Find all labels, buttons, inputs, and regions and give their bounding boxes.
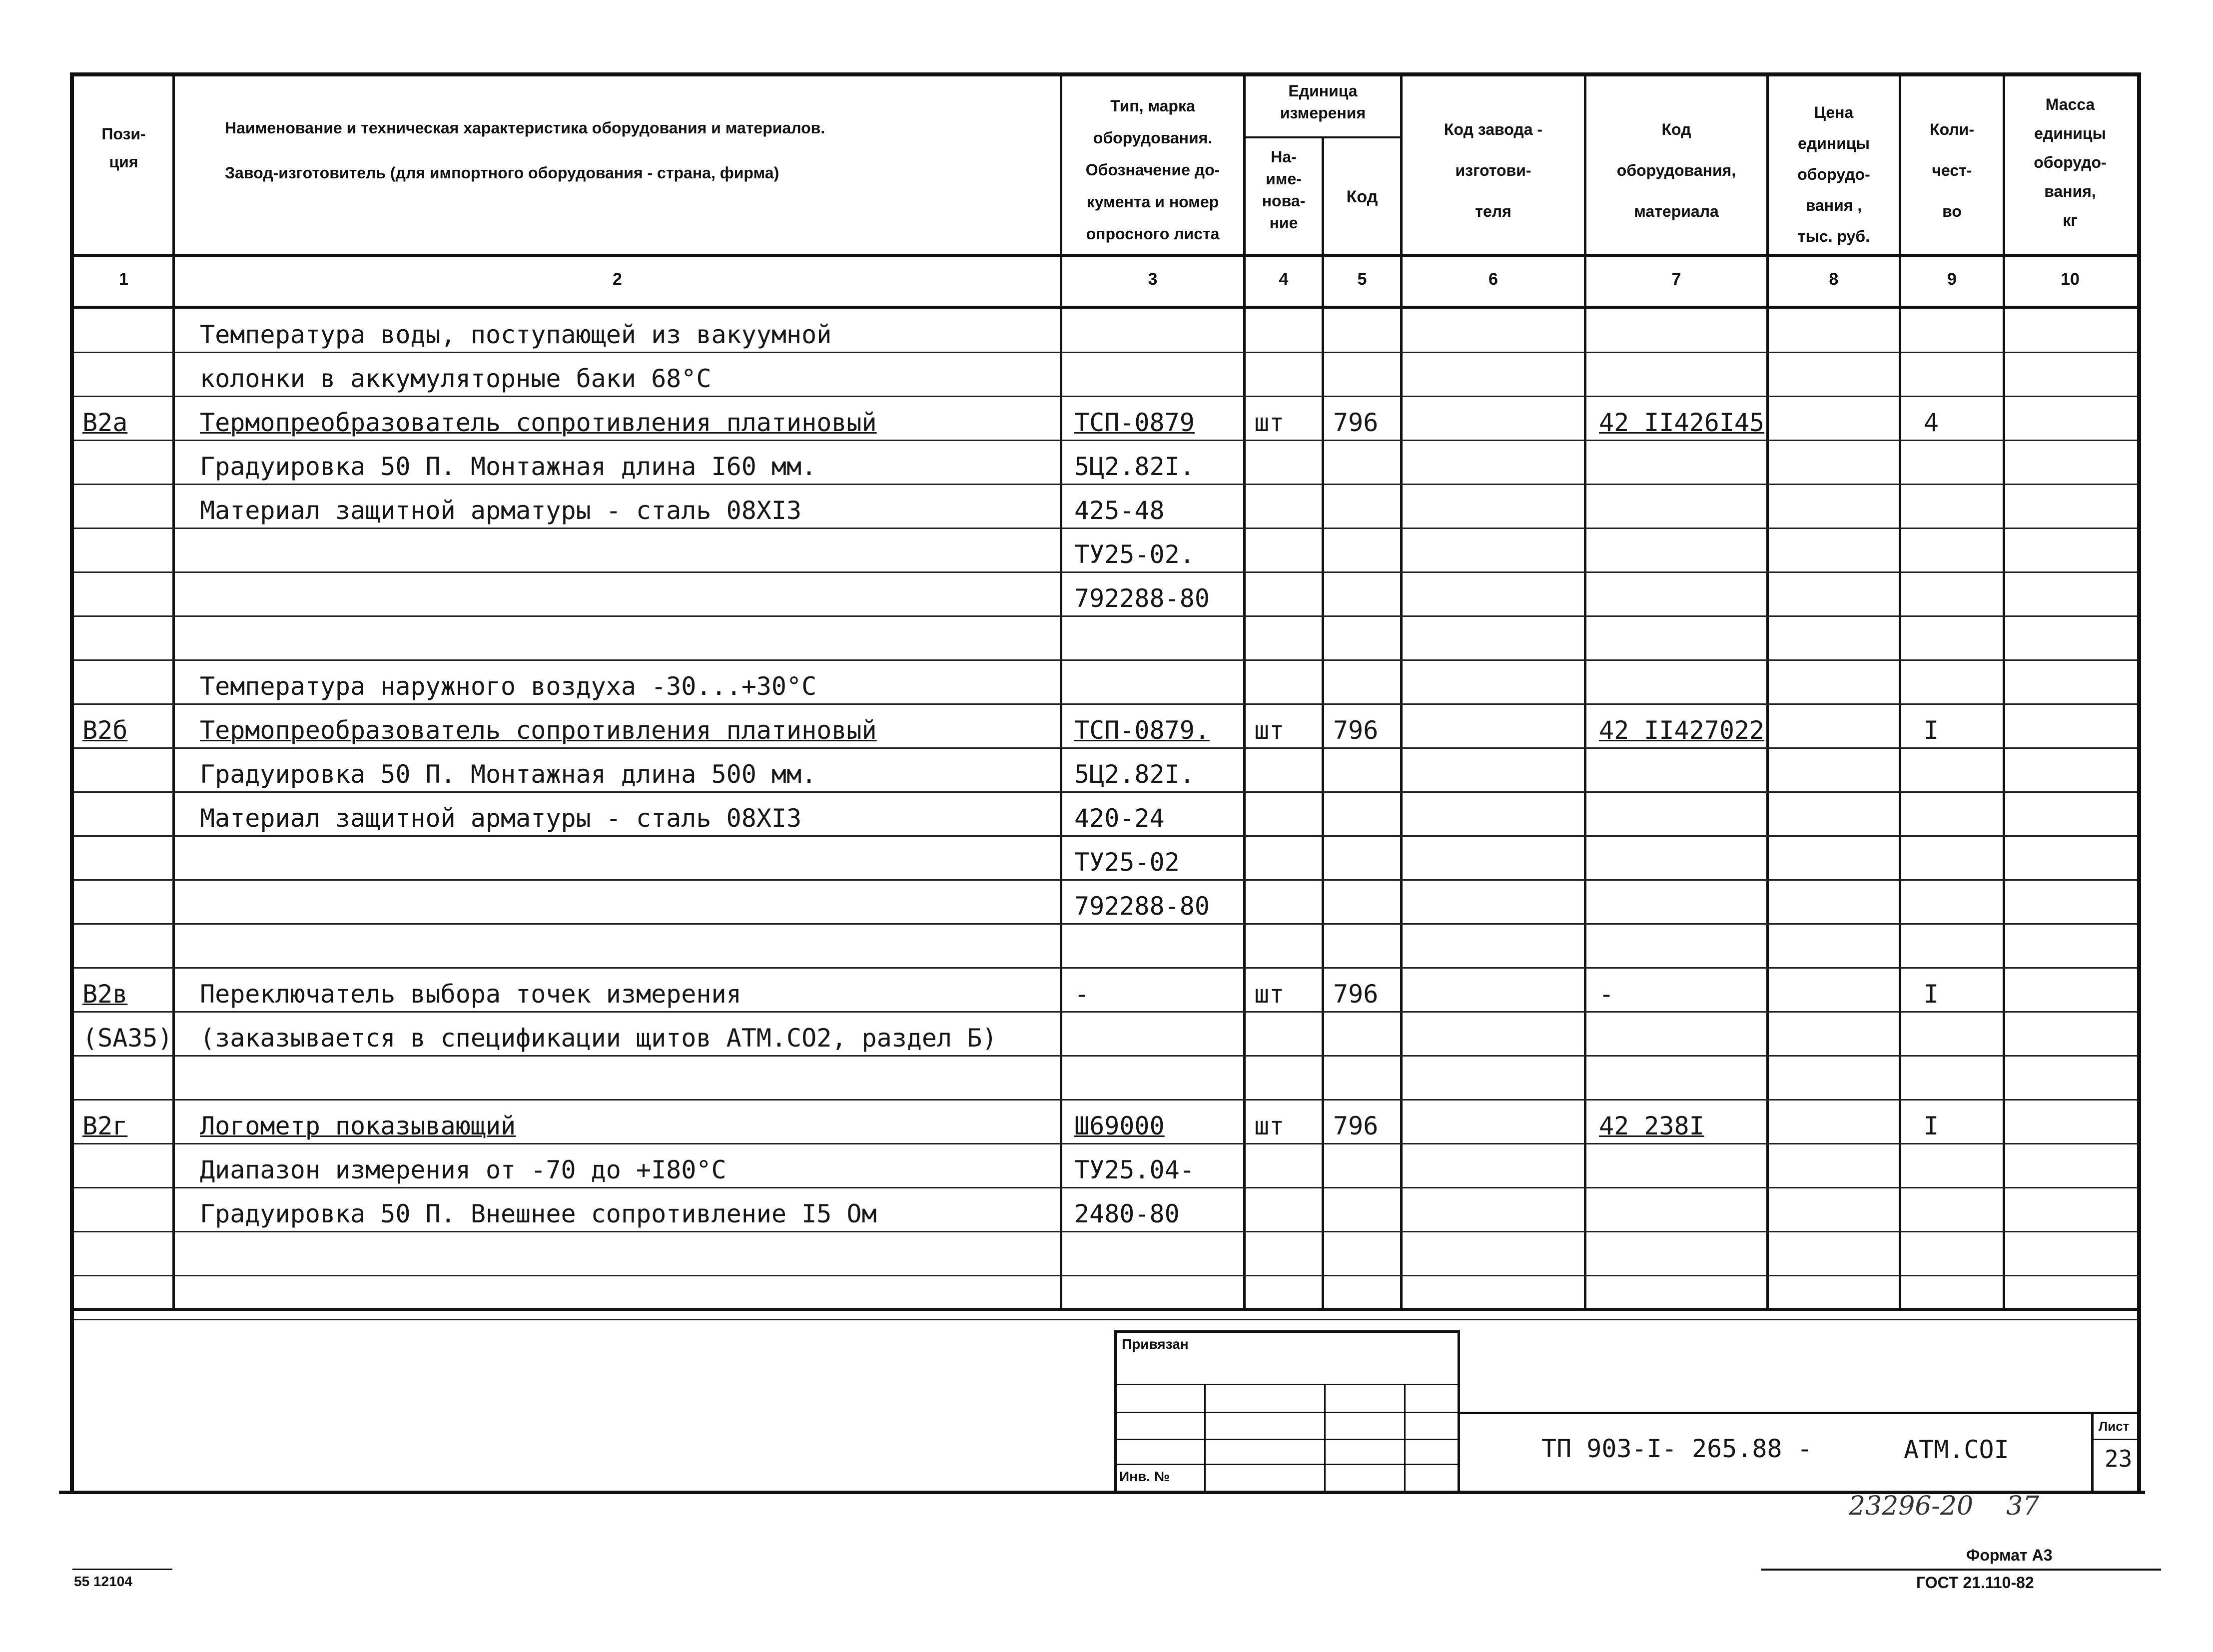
table-row [0,441,2213,485]
row-type: 5Ц2.82I. [1074,760,1195,789]
col-number-7: 7 [1671,270,1681,289]
stamp-col-2 [1324,1384,1326,1493]
row-unit: шт [1254,1111,1285,1140]
row-type: 420-24 [1074,804,1165,833]
header-quantity: Коли- чест- во [1930,120,1974,220]
header-unit-group: Единица измерения [1280,82,1366,122]
stamp-box-top [1114,1330,1460,1333]
table-row [0,1276,2213,1320]
col-number-2: 2 [613,270,622,289]
unit-group-rule [1243,136,1402,138]
table-row [0,836,2213,880]
sheet-bottom-rule [59,1491,2145,1494]
header-name: Наименование и техническая характеристика оборудования и материалов. Завод-изготовитель (для импортного оборудования - страна, фирма) [225,119,825,182]
row-type: ТСП-0879 [1074,408,1195,437]
table-row [0,529,2213,572]
row-name: Градуировка 50 П. Внешнее сопротивление I5 Ом [200,1199,877,1228]
footer-rule [1761,1569,2161,1571]
table-row [0,1232,2213,1276]
table-row [0,660,2213,704]
stamp-rule-4 [1114,1464,1460,1465]
row-type: ТУ25-02. [1074,540,1195,569]
col-number-10: 10 [2061,270,2080,289]
header-maker-code: Код завода - изготови- теля [1444,120,1543,220]
stamp-col-3 [1404,1384,1406,1493]
stamp-inv-label: Инв. № [1119,1469,1170,1484]
header-mass: Масса единицы оборудо- вания, кг [2034,95,2107,229]
row-unit-code: 796 [1333,980,1379,1009]
row-unit-code: 796 [1333,408,1379,437]
table-row [0,880,2213,924]
table-row [0,397,2213,441]
table-row [0,704,2213,748]
row-name: Термопреобразователь сопротивления платиновый [200,716,877,745]
row-position: В2г [82,1111,128,1140]
row-equipment-code: 42 II427022 [1599,716,1765,745]
row-type: Ш69000 [1074,1111,1165,1140]
row-equipment-code: 42 238I [1599,1111,1704,1140]
table-row [0,792,2213,836]
row-name: Материал защитной арматуры - сталь 08ХI3 [200,804,802,833]
row-type: 425-48 [1074,496,1165,525]
table-row [0,1056,2213,1100]
row-type: - [1074,980,1090,1009]
row-type: 5Ц2.82I. [1074,452,1195,481]
table-row [0,616,2213,660]
table-row [0,353,2213,397]
header-equipment-code: Код оборудования, материала [1616,120,1736,220]
row-name: Температура воды, поступающей из вакуумной [200,320,832,349]
header-unit-name: На- име- нова- ние [1262,148,1306,232]
stamp-rule-2 [1114,1412,1460,1413]
sheet-box-left [2091,1412,2094,1493]
row-name: (заказывается в спецификации щитов АТМ.СО2, раздел Б) [200,1024,997,1053]
col-number-4: 4 [1279,270,1289,289]
sheet-number: 23 [2105,1445,2133,1472]
row-equipment-code: - [1599,980,1614,1009]
row-name: колонки в аккумуляторные баки 68°С [200,364,712,393]
table-row [0,968,2213,1012]
row-name: Градуировка 50 П. Монтажная длина I60 мм. [200,452,817,481]
document-suffix: АТМ.СОI [1904,1435,2009,1464]
col-number-5: 5 [1357,270,1367,289]
row-unit-code: 796 [1333,1111,1379,1140]
table-row [0,1188,2213,1232]
row-unit: шт [1254,408,1285,437]
row-quantity: I [1924,716,1939,745]
handwritten-number: 23296-20 37 [1849,1491,2040,1521]
row-equipment-code: 42 II426I45 [1599,408,1765,437]
row-name: Температура наружного воздуха -30...+30°С [200,672,817,701]
row-type: ТУ25.04- [1074,1155,1195,1184]
sheet-label: Лист [2099,1419,2130,1434]
row-unit-code: 796 [1333,716,1379,745]
row-type: 792288-80 [1074,892,1210,921]
header-bottom-rule [70,254,2141,257]
row-name: Градуировка 50 П. Монтажная длина 500 мм. [200,760,817,789]
table-row [0,572,2213,616]
stamp-rule-1 [1114,1384,1460,1385]
row-type: ТУ25-02 [1074,848,1180,877]
table-row [0,485,2213,529]
header-price: Цена единицы оборудо- вания , тыс. руб. [1797,103,1870,245]
col-number-3: 3 [1148,270,1158,289]
row-name: Диапазон измерения от -70 до +I80°С [200,1155,727,1184]
row-position: (SA35) [82,1024,173,1053]
row-position: В2б [82,716,128,745]
row-name: Логометр показывающий [200,1111,516,1140]
table-row [0,748,2213,792]
row-unit: шт [1254,980,1285,1009]
col-number-6: 6 [1488,270,1498,289]
document-code: ТП 903-I- 265.88 - [1541,1434,1812,1463]
row-position: В2а [82,408,128,437]
header-position: Пози- ция [101,125,146,171]
col-number-9: 9 [1947,270,1957,289]
row-name: Материал защитной арматуры - сталь 08ХI3 [200,496,802,525]
row-unit: шт [1254,716,1285,745]
col-number-1: 1 [119,270,128,289]
header-type: Тип, марка оборудования. Обозначение до- кумента и номер опросного листа [1085,97,1220,243]
table-row [0,1320,2213,1364]
table-row [0,1144,2213,1188]
footer-gost: ГОСТ 21.110-82 [1916,1574,2034,1592]
table-row [0,1100,2213,1144]
footer-format: Формат А3 [1966,1546,2053,1564]
row-quantity: I [1924,1111,1939,1140]
row-position: В2в [82,980,128,1009]
row-type: ТСП-0879. [1074,716,1210,745]
stamp-rule-3 [1114,1439,1460,1440]
footer-rule-left [72,1569,172,1570]
row-name: Переключатель выбора точек измерения [200,980,741,1009]
table-row [0,1012,2213,1056]
footer-left-code: 55 12104 [74,1574,132,1589]
title-block-top [1458,1412,2141,1414]
row-quantity: I [1924,980,1939,1009]
row-name: Термопреобразователь сопротивления платиновый [200,408,877,437]
row-type: 2480-80 [1074,1199,1180,1228]
row-quantity: 4 [1924,408,1939,437]
col-number-8: 8 [1829,270,1839,289]
row-type: 792288-80 [1074,584,1210,613]
sheet-box-rule [2091,1439,2141,1440]
table-row [0,924,2213,968]
header-unit-code: Код [1346,187,1378,206]
stamp-bound-label: Привязан [1122,1336,1189,1352]
stamp-col-1 [1204,1384,1206,1493]
table-row [0,309,2213,353]
